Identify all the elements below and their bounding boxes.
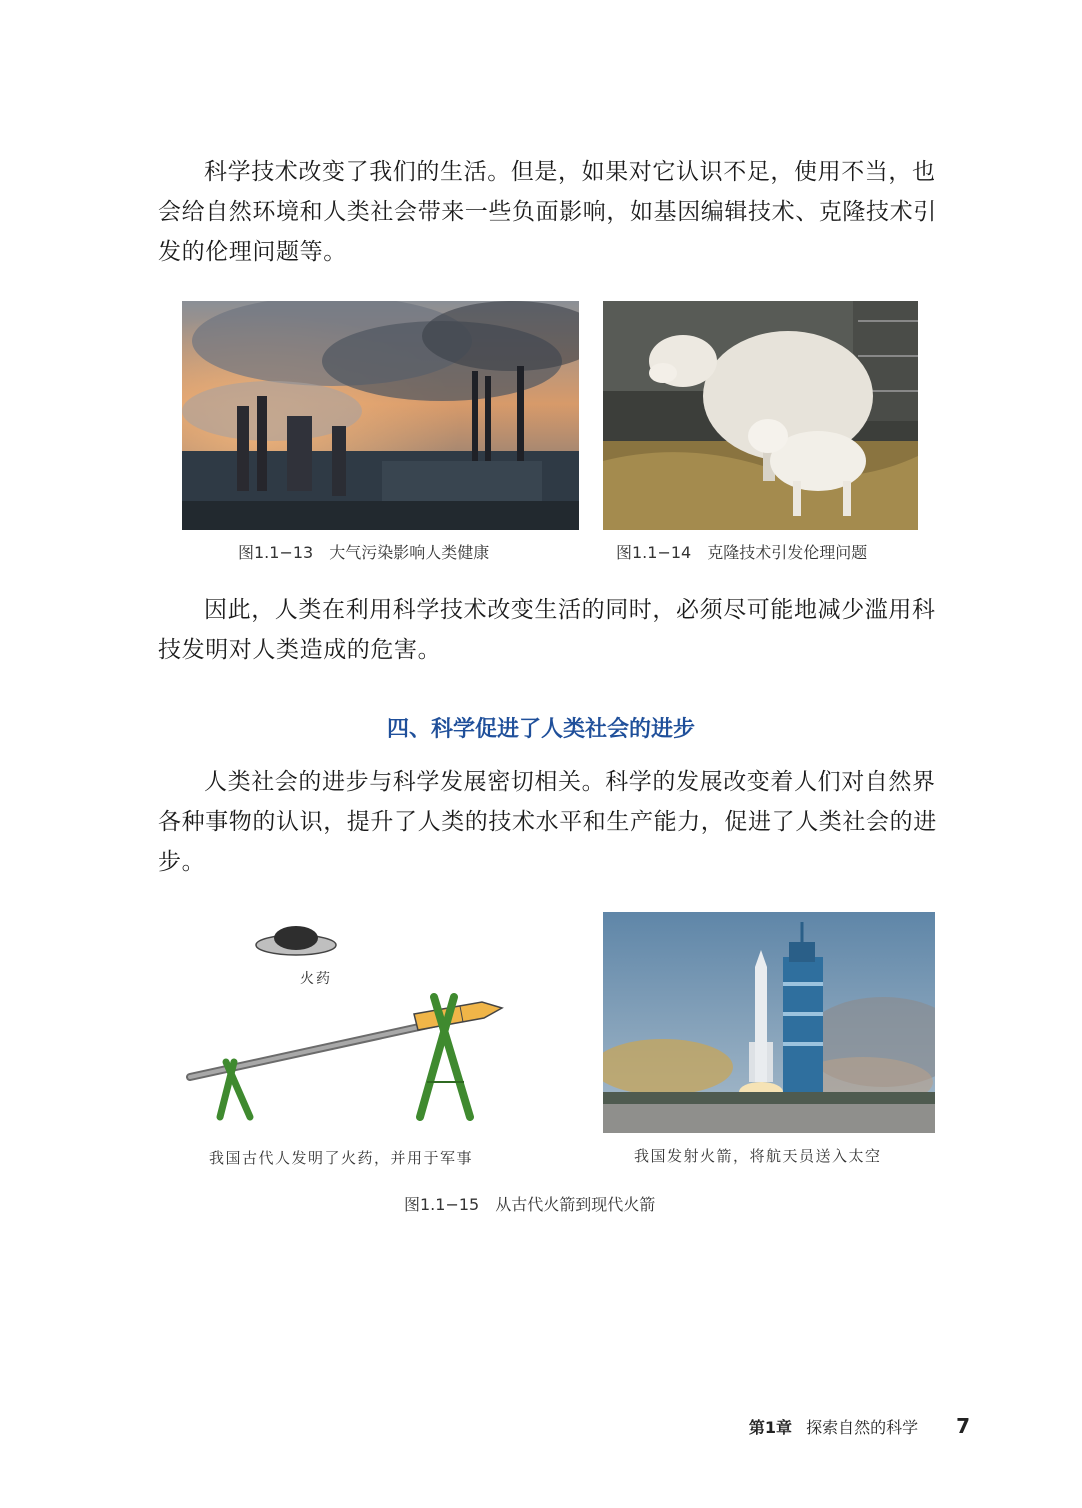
chapter-label: 第1章 xyxy=(748,1418,793,1437)
chapter-title: 探索自然的科学 xyxy=(806,1418,919,1437)
page-footer xyxy=(749,1414,970,1438)
figure-subcaption: 我国发射火箭，将航天员送入太空 xyxy=(634,1147,882,1165)
ancient-rocket-illustration xyxy=(182,912,522,1137)
page-number: 7 xyxy=(956,1414,970,1438)
paragraph-reduce-harm: 因此，人类在利用科学技术改变生活的同时，必须尽可能地减少滥用科技发明对人类造成的危害。 xyxy=(158,597,936,663)
section-title: 四、科学促进了人类社会的进步 xyxy=(386,717,695,742)
cloned-sheep-photo xyxy=(603,301,918,530)
figure-caption: 图1.1−15 从古代火箭到现代火箭 xyxy=(404,1195,656,1214)
paragraph-clone-ethics: 科学技术改变了我们的生活。但是，如果对它认识不足，使用不当，也会给自然环境和人类社会带来一些负面影响，如基因编辑技术、克隆技术引发的伦理问题等。 xyxy=(158,159,937,265)
figure-caption: 图1.1−13 大气污染影响人类健康 xyxy=(238,543,490,562)
paragraph-science-progress: 人类社会的进步与科学发展密切相关。科学的发展改变着人们对自然界各种事物的认识，提升了人类的技术水平和生产能力，促进了人类社会的进步。 xyxy=(158,769,937,875)
figure-caption: 图1.1−14 克隆技术引发伦理问题 xyxy=(616,543,868,562)
figure-subcaption: 我国古代人发明了火药，并用于军事 xyxy=(209,1149,474,1167)
gunpowder-label: 火药 xyxy=(300,971,332,987)
rocket-launch-photo xyxy=(603,912,935,1133)
air-pollution-photo xyxy=(182,301,579,530)
